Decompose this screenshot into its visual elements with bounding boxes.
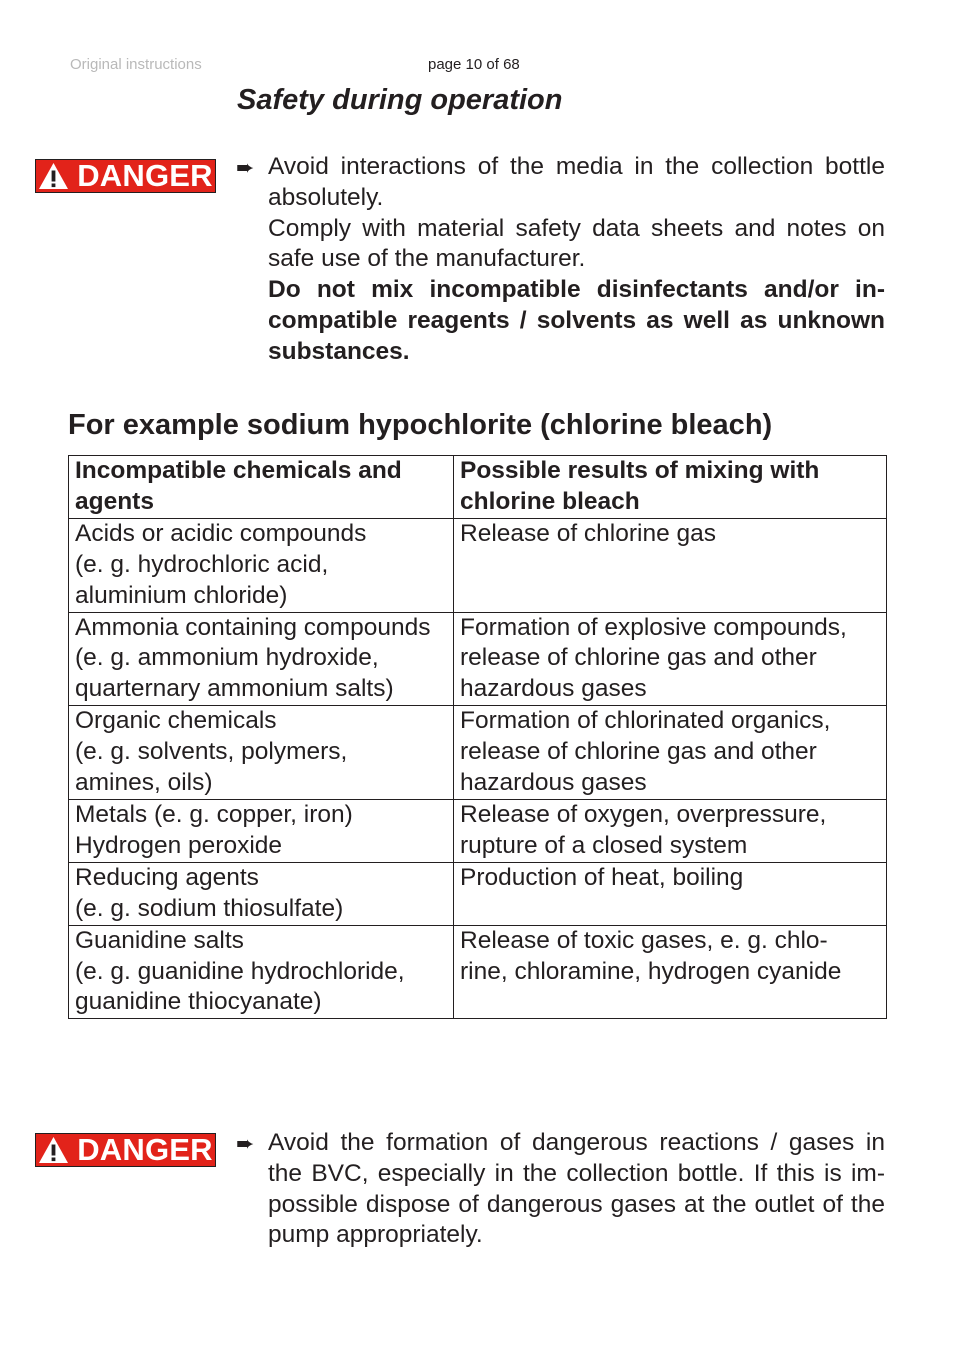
danger-label: DANGER bbox=[77, 1132, 213, 1167]
page-number: page 10 of 68 bbox=[428, 56, 520, 73]
table-title: For example sodium hypochlorite (chlorine bleach) bbox=[68, 409, 773, 441]
table-row bbox=[69, 612, 887, 706]
danger-badge bbox=[35, 1133, 216, 1167]
column-header: Incompatible chemicals and agents bbox=[69, 456, 454, 519]
warning-paragraph: Comply with material safety data sheets and notes on safe use of the manufacturer. bbox=[268, 214, 885, 273]
warning-triangle-icon bbox=[38, 1136, 69, 1164]
warning-text bbox=[268, 1128, 885, 1251]
section-title: Safety during operation bbox=[237, 84, 563, 116]
table-cell: Acids or acidic compounds (e. g. hydrochloric acid, aluminium chloride) bbox=[69, 518, 454, 612]
table-header-row bbox=[69, 456, 887, 519]
table-cell: Formation of chlorinated organics, release of chlorine gas and other hazardous gases bbox=[454, 706, 887, 800]
table-cell: Ammonia containing compounds (e. g. ammonium hydroxide, quarternary ammonium salts) bbox=[69, 612, 454, 706]
table-cell: Release of chlorine gas bbox=[454, 518, 887, 612]
table-cell: Release of toxic gases, e. g. chlo- rine, chloramine, hydrogen cyanide bbox=[454, 925, 887, 1019]
warning-text bbox=[268, 152, 885, 368]
bullet-arrow-icon: ➨ bbox=[236, 155, 255, 180]
table-cell: Release of oxygen, overpressure, rupture of a closed system bbox=[454, 799, 887, 862]
table-cell: Production of heat, boiling bbox=[454, 862, 887, 925]
warning-paragraph: Avoid interactions of the media in the collection bottle absolutely. bbox=[268, 153, 885, 211]
warning-paragraph: Avoid the formation of dangerous reactions / gases in the BVC, especially in the collection bottle. If this is im-possible dispose of dangerous gases at the outlet of the pump appropriately. bbox=[268, 1129, 885, 1249]
running-header: Original instructions bbox=[70, 56, 202, 73]
danger-badge bbox=[35, 159, 216, 193]
danger-label: DANGER bbox=[77, 158, 213, 193]
table-row bbox=[69, 799, 887, 862]
table-row bbox=[69, 518, 887, 612]
table-cell: Reducing agents (e. g. sodium thiosulfate) bbox=[69, 862, 454, 925]
table-cell: Guanidine salts (e. g. guanidine hydrochloride, guanidine thiocyanate) bbox=[69, 925, 454, 1019]
bullet-arrow-icon: ➨ bbox=[236, 1131, 255, 1156]
column-header: Possible results of mixing with chlorine bleach bbox=[454, 456, 887, 519]
warning-triangle-icon bbox=[38, 162, 69, 190]
table-cell: Formation of explosive compounds, release of chlorine gas and other hazardous gases bbox=[454, 612, 887, 706]
table-cell: Organic chemicals (e. g. solvents, polymers, amines, oils) bbox=[69, 706, 454, 800]
warning-paragraph-bold: Do not mix incompatible disinfectants and/or in-compatible reagents / solvents as well as unknown substances. bbox=[268, 276, 885, 365]
table-row bbox=[69, 706, 887, 800]
table-row bbox=[69, 925, 887, 1019]
incompatibility-table bbox=[68, 455, 887, 1019]
table-cell: Metals (e. g. copper, iron) Hydrogen peroxide bbox=[69, 799, 454, 862]
table-row bbox=[69, 862, 887, 925]
